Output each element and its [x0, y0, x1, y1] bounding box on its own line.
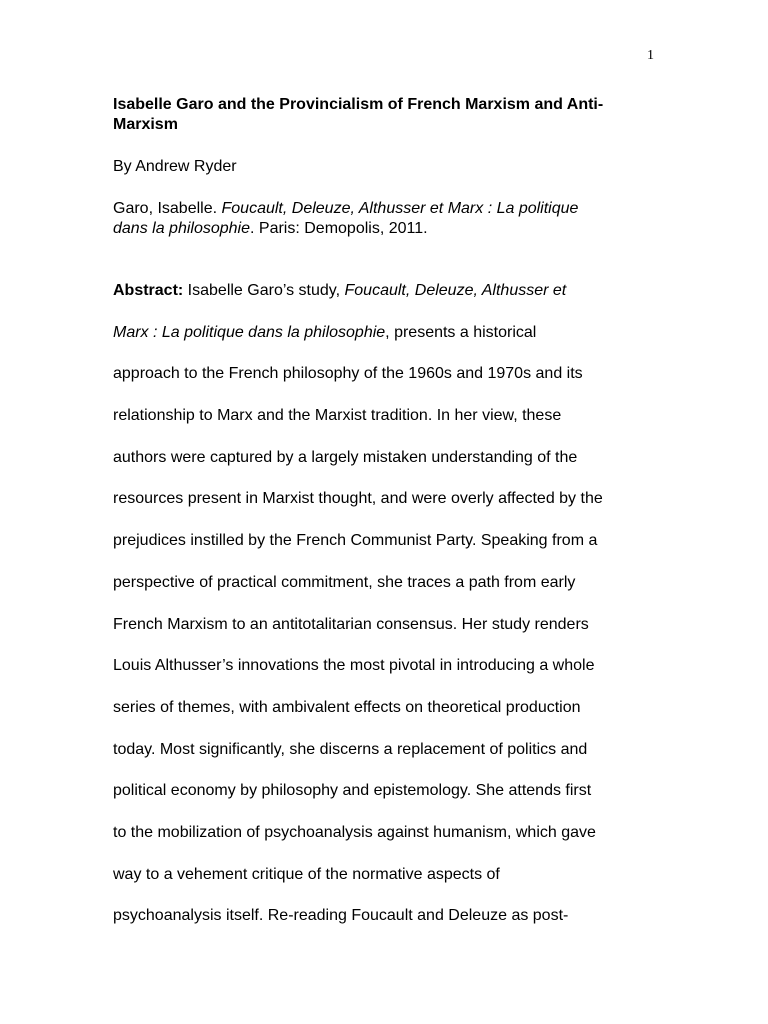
abstract-line	[113, 281, 673, 323]
article-title	[113, 95, 673, 135]
abstract-line: way to a vehement critique of the normative aspects of	[113, 865, 500, 883]
abstract-book-title-part-1: Foucault, Deleuze, Althusser et	[344, 282, 567, 299]
abstract-line: perspective of practical commitment, she traces a path from early	[113, 573, 576, 591]
abstract-line: series of themes, with ambivalent effects on theoretical production	[113, 698, 581, 716]
abstract-line: Louis Althusser’s innovations the most pivotal in introducing a whole	[113, 657, 595, 675]
abstract-book-title-part-2: Marx : La politique dans la philosophie	[113, 323, 386, 341]
abstract-line: relationship to Marx and the Marxist tradition. In her view, these	[113, 407, 562, 425]
citation-author: Garo, Isabelle.	[113, 200, 222, 217]
abstract-line: approach to the French philosophy of the 1960s and 1970s and its	[113, 365, 583, 383]
abstract-line: authors were captured by a largely mistaken understanding of the	[113, 448, 578, 466]
abstract	[113, 281, 673, 948]
abstract-after-title: , presents a historical	[385, 323, 537, 341]
book-citation	[113, 199, 673, 239]
abstract-line: to the mobilization of psychoanalysis against humanism, which gave	[113, 823, 596, 841]
abstract-line: prejudices instilled by the French Communist Party. Speaking from a	[113, 532, 598, 550]
abstract-label: Abstract:	[113, 282, 184, 299]
abstract-line: resources present in Marxist thought, and were overly affected by the	[113, 490, 603, 508]
citation-publication: . Paris: Demopolis, 2011.	[250, 220, 428, 237]
page-number: 1	[647, 48, 654, 63]
citation-book-title-part-2: dans la philosophie	[113, 220, 250, 237]
article-title-line-1: Isabelle Garo and the Provincialism of French Marxism and Anti-	[113, 96, 604, 113]
article-title-line-2: Marxism	[113, 116, 178, 133]
abstract-line: French Marxism to an antitotalitarian consensus. Her study renders	[113, 615, 589, 633]
abstract-line: political economy by philosophy and epistemology. She attends first	[113, 782, 592, 800]
abstract-line: psychoanalysis itself. Re-reading Foucault and Deleuze as post-	[113, 907, 569, 925]
abstract-intro: Isabelle Garo’s study,	[183, 282, 345, 299]
abstract-line	[113, 323, 673, 365]
abstract-line: today. Most significantly, she discerns a replacement of politics and	[113, 740, 588, 758]
byline: By Andrew Ryder	[113, 158, 237, 175]
citation-book-title-part-1: Foucault, Deleuze, Althusser et Marx : La politique	[221, 200, 579, 217]
